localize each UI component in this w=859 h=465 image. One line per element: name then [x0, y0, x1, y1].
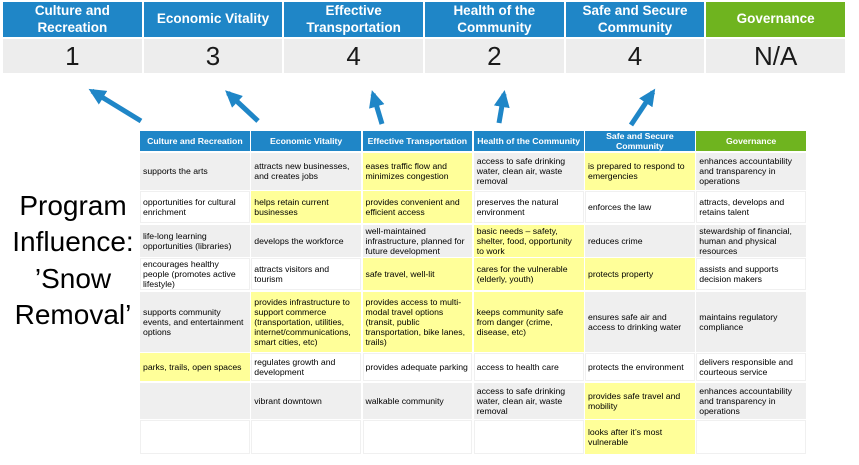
matrix-cell-empty: [140, 383, 250, 419]
matrix-cell: provides infrastructure to support commerce (transportation, utilities, internet/communications, smart cities, etc): [251, 292, 361, 352]
matrix-cell: provides convenient and efficient access: [363, 191, 473, 223]
matrix-cell: attracts visitors and tourism: [251, 258, 361, 290]
matrix-cell: walkable community: [363, 383, 473, 419]
matrix-cell: parks, trails, open spaces: [140, 353, 250, 381]
matrix-cell: maintains regulatory compliance: [696, 292, 806, 352]
priority-column-culture: [3, 2, 142, 73]
matrix-cell: protects property: [585, 258, 695, 290]
priority-column-governance: [706, 2, 845, 73]
up-arrow-3: [373, 94, 382, 124]
matrix-header: Governance: [696, 131, 806, 151]
priority-score: 2: [425, 39, 564, 73]
matrix-cell: enforces the law: [585, 191, 695, 223]
matrix-cell: protects the environment: [585, 353, 695, 381]
matrix-cell: stewardship of financial, human and physical resources: [696, 225, 806, 257]
matrix-cell-empty: [251, 420, 361, 454]
priority-column-transportation: [284, 2, 423, 73]
program-label-line: Influence:: [12, 226, 134, 258]
matrix-cell: supports the arts: [140, 153, 250, 190]
matrix-cell: attracts new businesses, and creates jobs: [251, 153, 361, 190]
up-arrow-2: [228, 93, 258, 121]
priority-header: Safe and Secure Community: [566, 2, 705, 37]
matrix-cell: assists and supports decision makers: [696, 258, 806, 290]
priority-column-economic: [144, 2, 283, 73]
matrix-cell: preserves the natural environment: [474, 191, 584, 223]
matrix-cell: access to safe drinking water, clean air, waste removal: [474, 153, 584, 190]
matrix-header: Safe and Secure Community: [585, 131, 695, 151]
priority-header: Culture and Recreation: [3, 2, 142, 37]
matrix-cell: helps retain current businesses: [251, 191, 361, 223]
program-label-line: ’Snow: [34, 262, 112, 294]
matrix-cell: is prepared to respond to emergencies: [585, 153, 695, 190]
priority-column-safety: [566, 2, 705, 73]
matrix-cell: ensures safe air and access to drinking water: [585, 292, 695, 352]
priority-score: 3: [144, 39, 283, 73]
matrix-cell-empty: [140, 420, 250, 454]
matrix-header: Effective Transportation: [363, 131, 473, 151]
priority-banner: [3, 2, 845, 73]
matrix-cell: safe travel, well-lit: [363, 258, 473, 290]
influence-matrix: [140, 131, 806, 454]
priority-score: 4: [566, 39, 705, 73]
matrix-header: Health of the Community: [474, 131, 584, 151]
matrix-cell: encourages healthy people (promotes active lifestyle): [140, 258, 250, 290]
matrix-cell: provides safe travel and mobility: [585, 383, 695, 419]
matrix-cell: well-maintained infrastructure, planned for future development: [363, 225, 473, 257]
matrix-cell: access to safe drinking water, clean air, waste removal: [474, 383, 584, 419]
matrix-cell: vibrant downtown: [251, 383, 361, 419]
matrix-header: Economic Vitality: [251, 131, 361, 151]
matrix-cell: provides adequate parking: [363, 353, 473, 381]
priority-header: Health of the Community: [425, 2, 564, 37]
matrix-cell: reduces crime: [585, 225, 695, 257]
matrix-cell: life-long learning opportunities (libraries): [140, 225, 250, 257]
matrix-cell: develops the workforce: [251, 225, 361, 257]
priority-column-health: [425, 2, 564, 73]
matrix-cell-empty: [696, 420, 806, 454]
matrix-cell: basic needs – safety, shelter, food, opportunity to work: [474, 225, 584, 257]
matrix-cell-empty: [474, 420, 584, 454]
program-influence-label: [0, 188, 146, 334]
matrix-header: Culture and Recreation: [140, 131, 250, 151]
matrix-cell-empty: [363, 420, 473, 454]
matrix-cell: regulates growth and development: [251, 353, 361, 381]
up-arrow-4: [499, 94, 504, 123]
priority-score: 4: [284, 39, 423, 73]
matrix-cell: looks after it’s most vulnerable: [585, 420, 695, 454]
matrix-cell: enhances accountability and transparency in operations: [696, 153, 806, 190]
matrix-cell: opportunities for cultural enrichment: [140, 191, 250, 223]
priority-header: Economic Vitality: [144, 2, 283, 37]
matrix-cell: delivers responsible and courteous service: [696, 353, 806, 381]
program-label-line: Removal’: [14, 299, 132, 331]
matrix-cell: eases traffic flow and minimizes congestion: [363, 153, 473, 190]
up-arrow-5: [631, 92, 653, 125]
matrix-cell: keeps community safe from danger (crime, disease, etc): [474, 292, 584, 352]
priority-header: Effective Transportation: [284, 2, 423, 37]
program-label-line: Program: [19, 190, 127, 221]
matrix-cell: enhances accountability and transparency in operations: [696, 383, 806, 419]
matrix-cell: attracts, develops and retains talent: [696, 191, 806, 223]
matrix-cell: provides access to multi-modal travel options (transit, public transportation, bike lanes, trails): [363, 292, 473, 352]
up-arrow-1: [92, 91, 141, 121]
matrix-cell: supports community events, and entertainment options: [140, 292, 250, 352]
priority-score: 1: [3, 39, 142, 73]
priority-score: N/A: [706, 39, 845, 73]
matrix-cell: access to health care: [474, 353, 584, 381]
matrix-cell: cares for the vulnerable (elderly, youth): [474, 258, 584, 290]
priority-header: Governance: [706, 2, 845, 37]
